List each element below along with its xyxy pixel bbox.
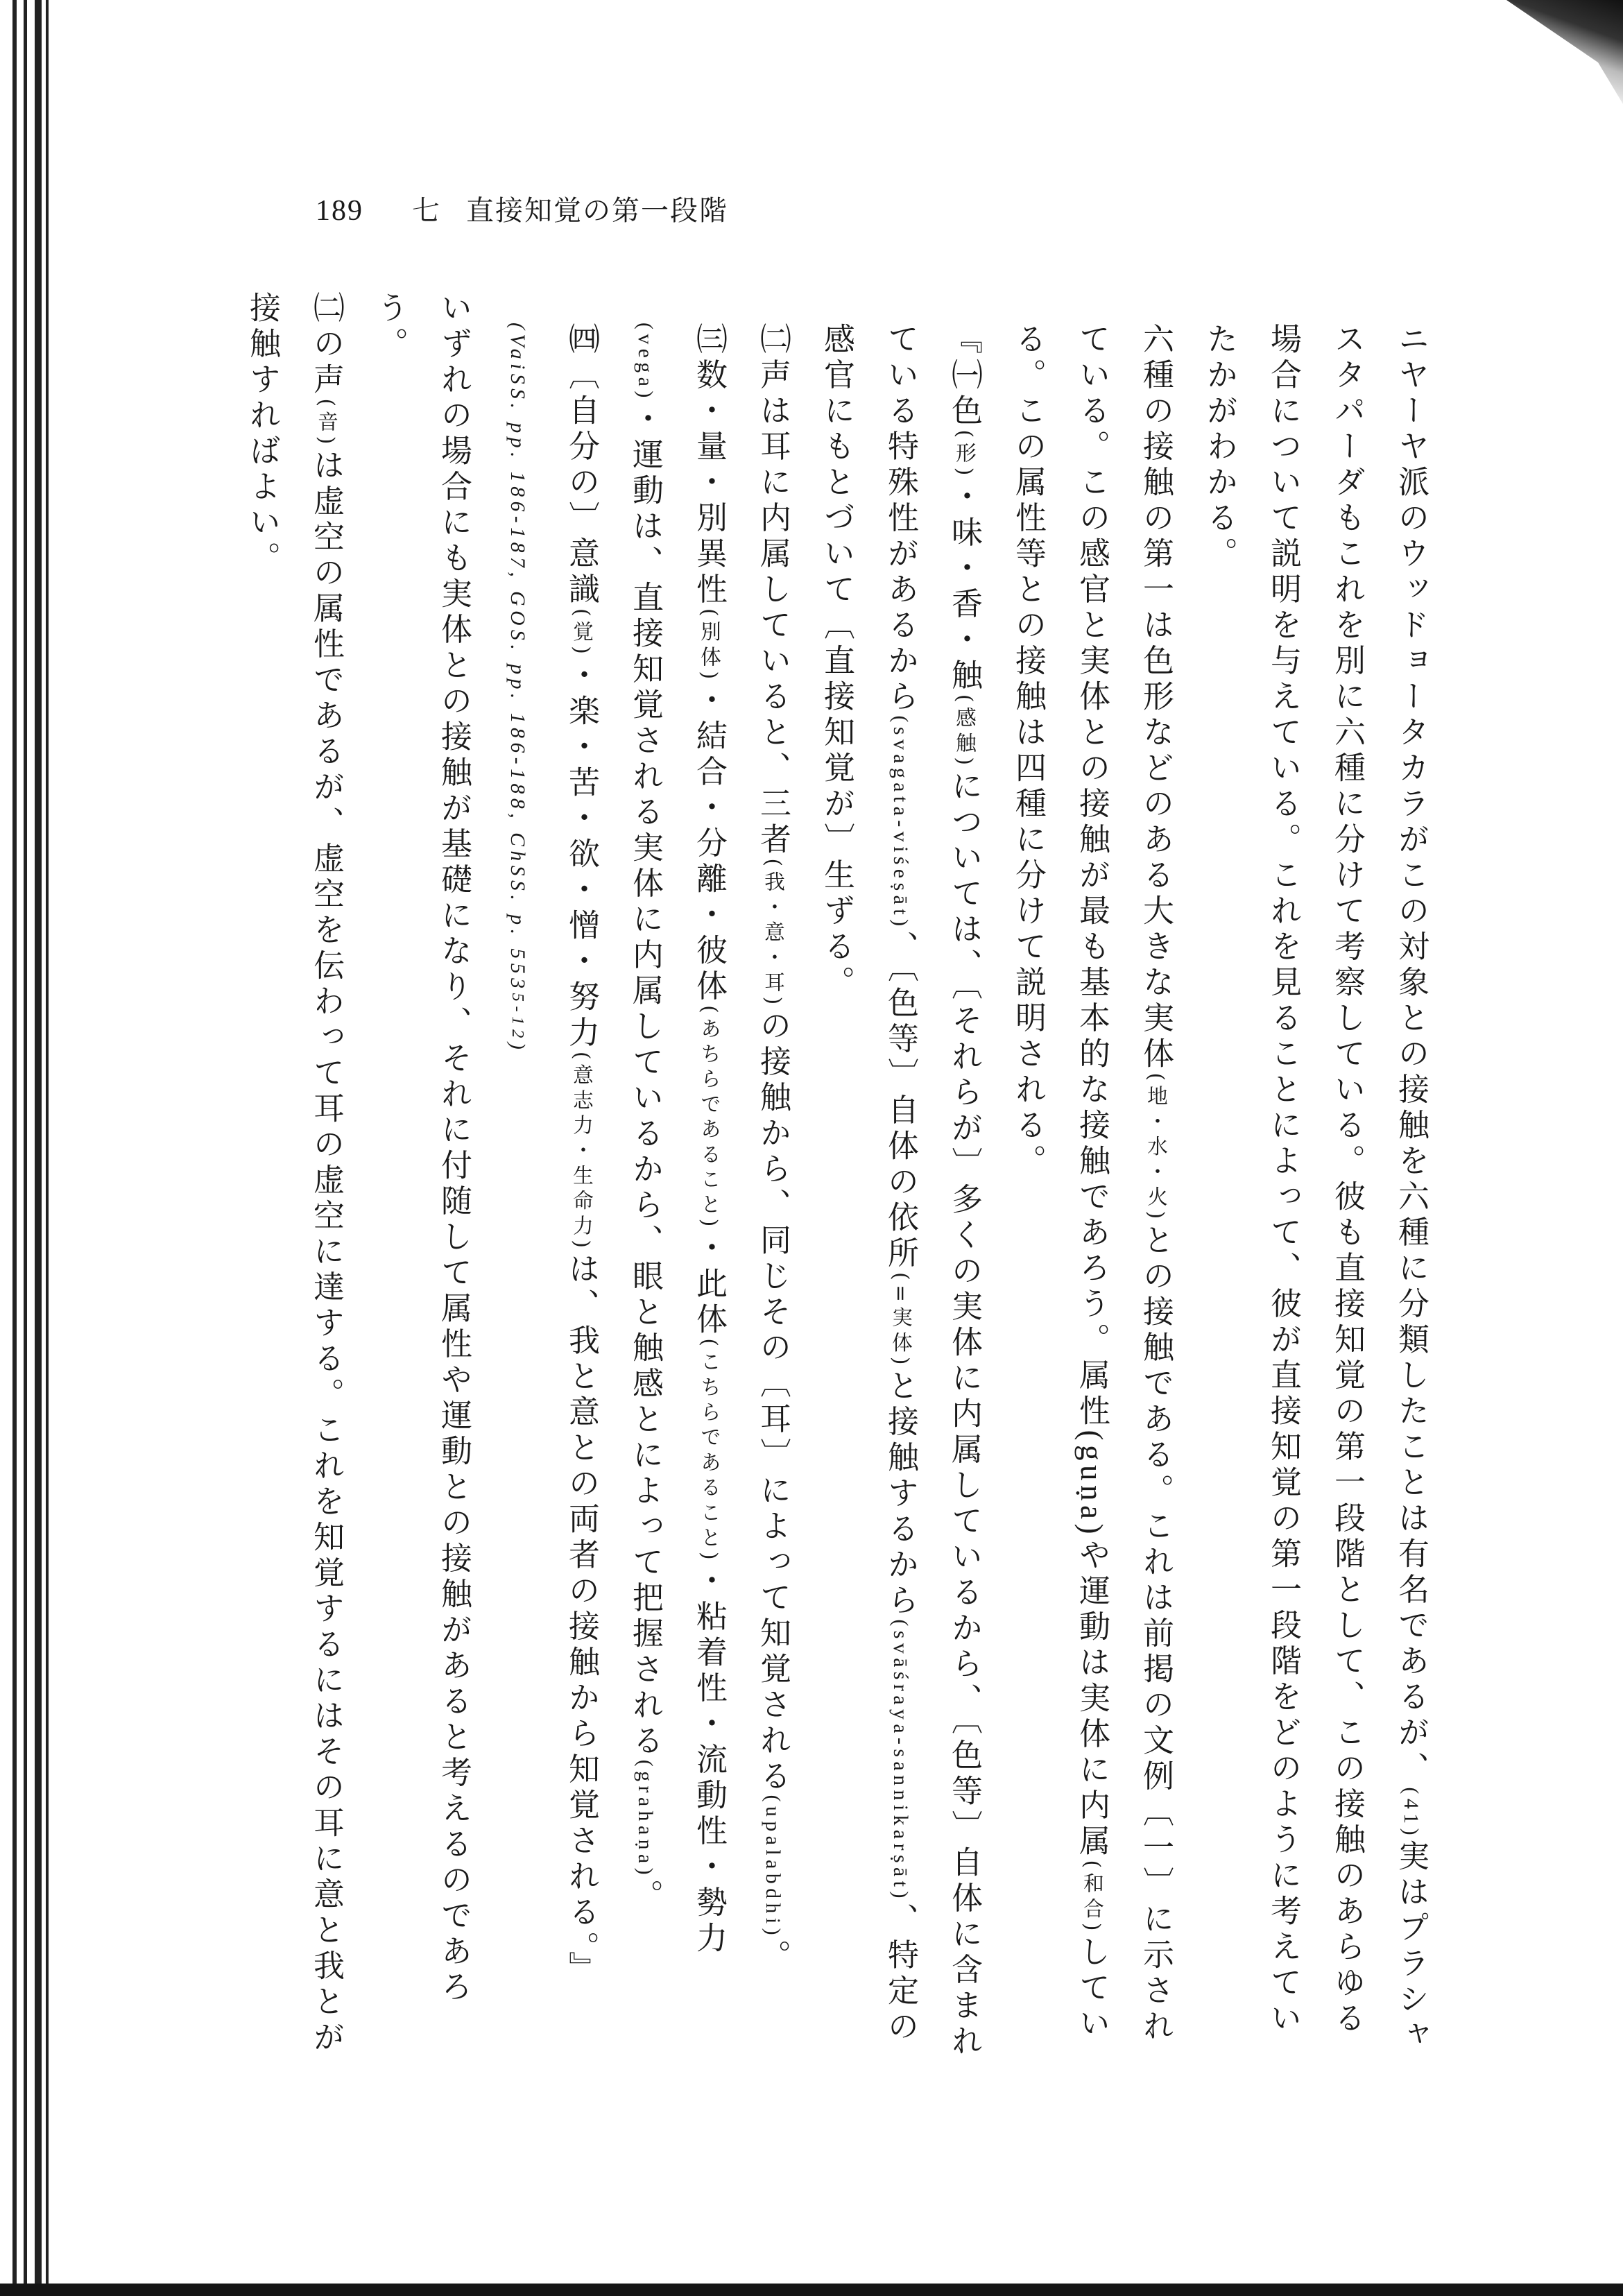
paragraph-2-text-d: している。この属性等との接触は四種に分けて説明される。 (1010, 323, 1110, 2043)
item-1-roman-1: (svagata-viśeṣāt) (889, 715, 911, 931)
binding-shadow-3 (35, 0, 42, 2296)
item-3-note-1: (別体) (697, 608, 721, 684)
item-1-text-b: ・味・香・触 (946, 479, 983, 694)
item-1-text-f: 、特定の感官にもとづいて〔直接知覚が〕生ずる。 (818, 323, 919, 2046)
quote-item-3 (613, 323, 741, 2067)
item-4-text-c: は、我と意との両者の接触から知覚される。』 (563, 1252, 600, 1987)
item-4-citation-end: ) (506, 1042, 529, 1054)
item-3-note-2: (あちらであること) (697, 1005, 721, 1231)
quote-item-2 (741, 323, 805, 2067)
item-2-text-b: の接触から、同じその〔耳〕によって知覚される (755, 1009, 791, 1795)
chapter-title (412, 189, 728, 228)
item-2-text-a: ㈡声は耳に内属していると、三者 (755, 323, 791, 859)
item-1-text-e: と接触するから (882, 1369, 919, 1620)
paragraph-1-text-b: 実はプラシャスタパーダもこれを別に六種に分けて考察している。彼も直接知覚の第一段階として、この接触のあらゆる場合について説明を与えている。これを見ることによって、彼が直接知覚の第一段階をどのように考えていたかがわかる。 (1201, 323, 1429, 2054)
item-1-text-c: については、〔それらが〕多くの実体に内属しているから、〔色等〕自体に含まれている特殊性があるから (882, 323, 983, 2060)
paragraph-2-text: 六種の接触の第一は色形などのある大きな実体 (1137, 323, 1174, 1073)
item-4-note-1: (覚) (569, 608, 594, 659)
quote-item-1 (805, 323, 996, 2067)
paragraph-2-note-2: (和合) (1080, 1860, 1104, 1936)
vertical-text-body (236, 291, 1443, 2067)
item-2-note-1: (我・意・耳) (761, 858, 785, 1009)
paragraph-2-text-c: や運動は実体に内属 (1074, 1538, 1110, 1860)
scan-corner-shadow (1457, 0, 1623, 104)
item-3-text-b: ・結合・分離・彼体 (691, 683, 728, 1006)
item-3-text-a: ㈢数・量・別異性 (691, 323, 728, 608)
item-3-text-c: ・此体 (691, 1231, 728, 1339)
item-1-text-a: 『㈠色 (946, 323, 983, 430)
item-3-roman-2: (grahaṇa) (634, 1759, 656, 1880)
paragraph-3 (358, 291, 486, 2067)
binding-shadow-1 (12, 0, 17, 2296)
item-2-text-c: 。 (755, 1939, 791, 1976)
item-3-text-f: 。 (627, 1879, 664, 1915)
running-header (316, 189, 728, 230)
paragraph-2-roman-guna: (guṇa) (1074, 1430, 1109, 1539)
page-number: 189 (316, 195, 363, 227)
chapter-number: 七 (412, 195, 441, 227)
paragraph-2 (996, 323, 1187, 2067)
item-2-roman-1: (upalabdhi) (762, 1794, 784, 1940)
paragraph-4-text: ㈡の声 (308, 291, 345, 399)
paragraph-2-note-1: (地・水・火) (1144, 1072, 1168, 1224)
item-3-text-d: ・粘着性・流動性・勢力 (691, 1564, 728, 1957)
quote-item-4 (486, 323, 613, 2067)
item-4-citation-superscript: 5-12 (508, 993, 527, 1043)
paragraph-1 (1187, 323, 1443, 2067)
paragraph-4-text-b: は虚空の属性であるが、虚空を伝わって耳の虚空に達する。これを知覚するにはその耳に意と我とが接触すればよい。 (244, 291, 345, 2057)
paragraph-3-text: いずれの場合にも実体との接触が基礎になり、それに付随して属性や運動との接触があると考えるのであろう。 (372, 291, 472, 2006)
binding-shadow-2 (24, 0, 27, 2296)
item-1-roman-2: (svāśraya-sannikarṣāt) (889, 1619, 911, 1903)
item-4-note-2: (意志力・生命力) (569, 1051, 594, 1253)
item-3-text-e: ・運動は、直接知覚される実体に内属しているから、眼と触感とによって把握される (627, 402, 664, 1760)
item-1-text-d: 、〔色等〕自体の依所 (882, 930, 919, 1272)
paragraph-4-note-1: (音) (314, 398, 338, 449)
item-4-text-b: ・楽・苦・欲・憎・努力 (563, 658, 600, 1052)
paragraph-2-text-b: との接触である。これは前掲の文例〔一〕に示されている。この感官と実体との接触が最も基本的な接触であろう。属性 (1074, 323, 1174, 2046)
scan-bottom-edge (0, 2284, 1623, 2296)
chapter-title-text: 直接知覚の第一段階 (466, 195, 728, 227)
footnote-ref-41: (41) (1400, 1787, 1422, 1840)
binding-shadow-4 (46, 0, 49, 2296)
item-3-roman-1: (vega) (634, 323, 656, 402)
item-1-note-3: (=実体) (888, 1271, 913, 1369)
paragraph-4 (230, 291, 358, 2067)
item-1-note-1: (形) (952, 429, 977, 480)
item-4-citation: (VaiSS. pp. 186-187, GOS. pp. 186-188, ChSS. p. 553 (506, 323, 529, 993)
item-3-note-3: (こちらであること) (697, 1338, 721, 1565)
paragraph-1-text: ニヤーヤ派のウッドョータカラがこの対象との接触を六種に分類したことは有名であるが、 (1393, 323, 1429, 1788)
item-4-text-a: ㈣〔自分の〕意識 (563, 323, 600, 608)
item-1-note-2: (感触) (952, 694, 977, 770)
